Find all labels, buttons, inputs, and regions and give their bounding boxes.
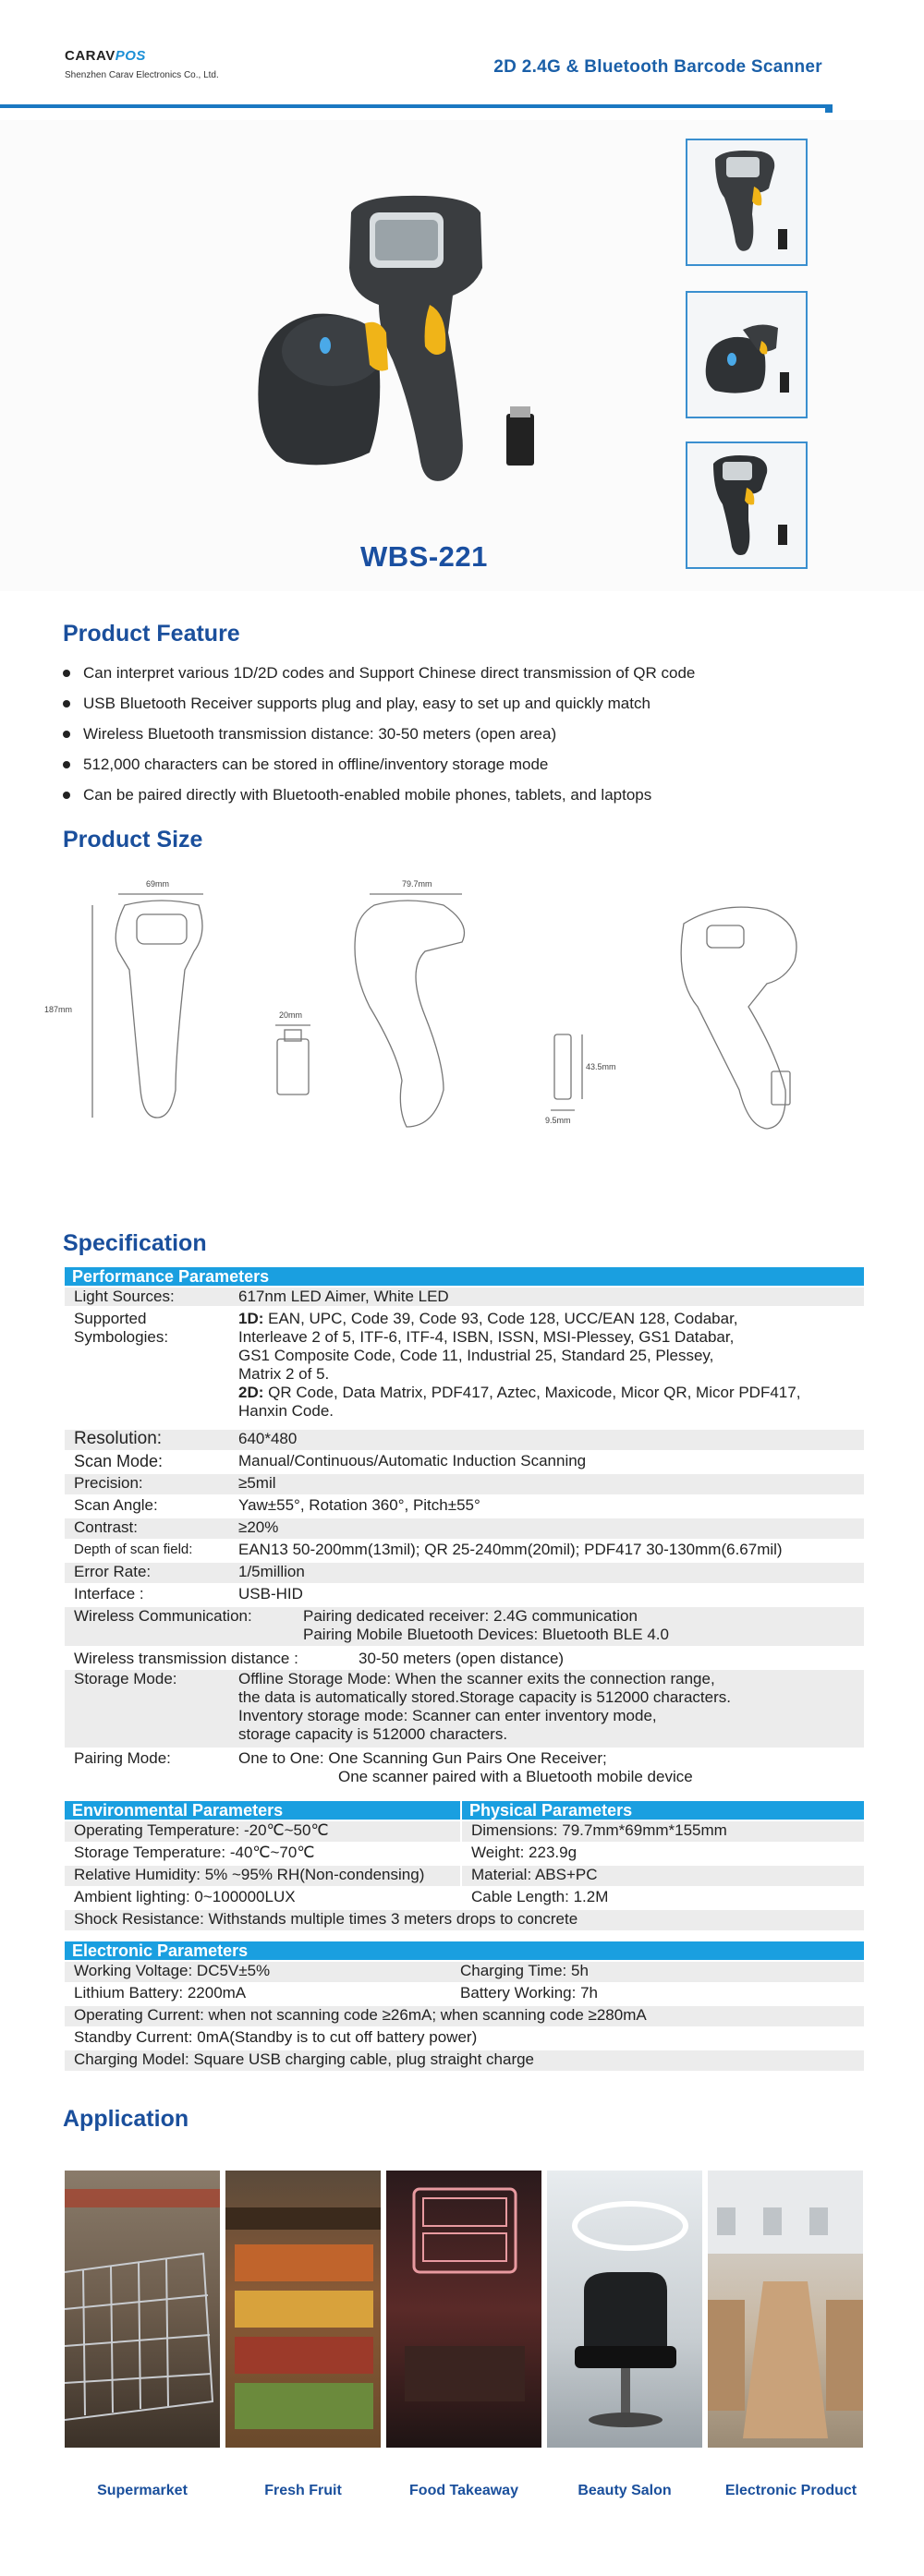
size-section-title: Product Size bbox=[63, 827, 203, 853]
angle-label: Scan Angle: bbox=[74, 1496, 158, 1514]
contrast-value: ≥20% bbox=[238, 1518, 279, 1536]
supermarket-image bbox=[65, 2171, 220, 2448]
physical-header: Physical Parameters bbox=[462, 1801, 864, 1820]
storage-value bbox=[238, 1670, 731, 1744]
logo-suffix: POS bbox=[115, 48, 146, 64]
dim-receiver-thickness: 9.5mm bbox=[545, 1116, 571, 1125]
storage-value-2: the data is automatically stored.Storage capacity is 512000 characters. bbox=[238, 1688, 731, 1706]
status-light-icon bbox=[320, 337, 331, 354]
table-row bbox=[462, 1821, 864, 1842]
wireless-value bbox=[303, 1607, 669, 1644]
symb-1d-line1: EAN, UPC, Code 39, Code 93, Code 128, UCC/EAN 128, Codabar, bbox=[263, 1310, 738, 1327]
fresh-fruit-image bbox=[225, 2171, 381, 2448]
application-label-electronic-product: Electronic Product bbox=[724, 2483, 857, 2498]
bullet-icon bbox=[63, 700, 70, 707]
table-row bbox=[65, 1563, 864, 1583]
logo bbox=[65, 48, 146, 64]
symb-2d-line2: Hanxin Code. bbox=[238, 1402, 334, 1420]
logo-brand: CARAV bbox=[65, 48, 116, 64]
food-takeaway-image bbox=[386, 2171, 541, 2448]
table-row bbox=[65, 1821, 460, 1842]
application-label-beauty-salon: Beauty Salon bbox=[578, 2483, 672, 2498]
usb-dongle-icon bbox=[506, 414, 534, 466]
pairing-value-2: One scanner paired with a Bluetooth mobile device bbox=[338, 1768, 693, 1785]
bullet-icon bbox=[63, 761, 70, 768]
page-header bbox=[0, 0, 924, 120]
feature-text: Can interpret various 1D/2D codes and Support Chinese direct transmission of QR code bbox=[83, 664, 696, 682]
symbologies-value bbox=[238, 1310, 857, 1421]
environmental-header: Environmental Parameters bbox=[65, 1801, 460, 1820]
symbologies-label-2: Symbologies: bbox=[74, 1328, 169, 1346]
list-item bbox=[63, 749, 876, 780]
dim-width: 69mm bbox=[146, 879, 170, 889]
elec-standby: Standby Current: 0mA(Standby is to cut off battery power) bbox=[74, 2028, 478, 2046]
symb-1d-prefix: 1D: bbox=[238, 1310, 264, 1327]
fruit-stall-icon bbox=[225, 2171, 381, 2448]
table-row bbox=[65, 1496, 864, 1517]
distance-value: 30-50 meters (open distance) bbox=[359, 1650, 565, 1667]
table-row bbox=[65, 2050, 864, 2071]
table-row bbox=[462, 1844, 864, 1864]
env-st-temp: Storage Temperature: -40℃~70℃ bbox=[74, 1844, 315, 1861]
table-row bbox=[65, 1585, 864, 1605]
table-row bbox=[65, 1984, 864, 2004]
list-item bbox=[63, 658, 876, 688]
error-value: 1/5million bbox=[238, 1563, 305, 1580]
table-row bbox=[65, 1910, 864, 1930]
cradle-thumbnail-icon bbox=[687, 293, 806, 417]
table-row bbox=[65, 2028, 864, 2049]
env-shock: Shock Resistance: Withstands multiple times 3 meters drops to concrete bbox=[74, 1910, 578, 1928]
pairing-label: Pairing Mode: bbox=[74, 1749, 171, 1767]
env-op-temp: Operating Temperature: -20℃~50℃ bbox=[74, 1821, 329, 1839]
feature-list bbox=[63, 658, 876, 810]
dim-depth: 79.7mm bbox=[402, 879, 432, 889]
bullet-icon bbox=[63, 792, 70, 799]
precision-value: ≥5mil bbox=[238, 1474, 276, 1492]
env-light: Ambient lighting: 0~100000LUX bbox=[74, 1888, 296, 1905]
scanmode-value: Manual/Continuous/Automatic Induction Scanning bbox=[238, 1452, 587, 1469]
light-label: Light Sources: bbox=[74, 1288, 175, 1305]
interface-label: Interface : bbox=[74, 1585, 144, 1602]
symb-2d-line1: QR Code, Data Matrix, PDF417, Aztec, Maxicode, Micor QR, Micor PDF417, bbox=[263, 1384, 801, 1401]
thumbnail-3[interactable] bbox=[686, 441, 808, 569]
storage-label: Storage Mode: bbox=[74, 1670, 177, 1687]
wireless-value-2: Pairing Mobile Bluetooth Devices: Bluetooth BLE 4.0 bbox=[303, 1626, 669, 1643]
angle-value: Yaw±55°, Rotation 360°, Pitch±55° bbox=[238, 1496, 480, 1514]
phys-weight: Weight: 223.9g bbox=[471, 1844, 578, 1861]
elec-battery-work: Battery Working: 7h bbox=[460, 1984, 598, 2002]
list-item bbox=[63, 719, 876, 749]
wireless-value-1: Pairing dedicated receiver: 2.4G communication bbox=[303, 1607, 638, 1625]
depth-label: Depth of scan field: bbox=[74, 1542, 193, 1557]
light-value: 617nm LED Aimer, White LED bbox=[238, 1288, 449, 1305]
table-row bbox=[65, 1518, 864, 1539]
elec-current: Operating Current: when not scanning code ≥26mA; when scanning code ≥280mA bbox=[74, 2006, 647, 2024]
table-row bbox=[462, 1866, 864, 1886]
feature-text: Can be paired directly with Bluetooth-enabled mobile phones, tablets, and laptops bbox=[83, 786, 652, 804]
list-item bbox=[63, 780, 876, 810]
scanner-side-thumbnail-icon bbox=[687, 443, 806, 567]
table-row bbox=[65, 1310, 864, 1428]
storage-value-1: Offline Storage Mode: When the scanner exits the connection range, bbox=[238, 1670, 715, 1687]
bullet-icon bbox=[63, 670, 70, 677]
list-item bbox=[63, 688, 876, 719]
shopping-cart-icon bbox=[65, 2171, 220, 2448]
table-row bbox=[462, 1888, 864, 1908]
dim-receiver-width: 20mm bbox=[279, 1010, 303, 1020]
table-row bbox=[65, 2006, 864, 2026]
application-label-fresh-fruit: Fresh Fruit bbox=[264, 2483, 342, 2498]
dim-receiver-height: 43.5mm bbox=[586, 1062, 616, 1071]
table-row bbox=[65, 1650, 864, 1670]
table-row bbox=[65, 1474, 864, 1494]
symb-1d-line3: GS1 Composite Code, Code 11, Industrial 25, Standard 25, Plessey, bbox=[238, 1347, 714, 1364]
table-row bbox=[65, 1288, 864, 1306]
symb-2d-prefix: 2D: bbox=[238, 1384, 264, 1401]
table-row bbox=[65, 1607, 864, 1646]
main-product-image bbox=[240, 175, 554, 517]
application-label-supermarket: Supermarket bbox=[97, 2483, 188, 2498]
dimension-drawing-icon bbox=[37, 868, 887, 1164]
performance-header: Performance Parameters bbox=[65, 1267, 864, 1286]
application-section-title: Application bbox=[63, 2106, 189, 2132]
header-divider bbox=[0, 104, 832, 108]
feature-text: Wireless Bluetooth transmission distance: 30-50 meters (open area) bbox=[83, 725, 557, 743]
pairing-value-1: One to One: One Scanning Gun Pairs One Receiver; bbox=[238, 1749, 607, 1767]
header-divider-end bbox=[825, 104, 833, 113]
resolution-value: 640*480 bbox=[238, 1430, 298, 1447]
interface-value: USB-HID bbox=[238, 1585, 303, 1602]
storage-value-4: storage capacity is 512000 characters. bbox=[238, 1725, 508, 1743]
feature-section-title: Product Feature bbox=[63, 621, 240, 647]
spec-section-title: Specification bbox=[63, 1230, 207, 1256]
table-row bbox=[65, 1430, 864, 1450]
table-row bbox=[65, 1844, 460, 1864]
thumbnail-2[interactable] bbox=[686, 291, 808, 418]
feature-text: USB Bluetooth Receiver supports plug and play, easy to set up and quickly match bbox=[83, 695, 650, 712]
phys-dim: Dimensions: 79.7mm*69mm*155mm bbox=[471, 1821, 727, 1839]
store-tables-icon bbox=[708, 2171, 863, 2448]
dim-height: 187mm bbox=[44, 1005, 73, 1014]
electronic-header: Electronic Parameters bbox=[65, 1941, 864, 1960]
model-name: WBS-221 bbox=[360, 540, 488, 573]
size-drawings bbox=[37, 868, 887, 1164]
error-label: Error Rate: bbox=[74, 1563, 152, 1580]
storage-value-3: Inventory storage mode: Scanner can enter inventory mode, bbox=[238, 1707, 657, 1724]
phys-material: Material: ABS+PC bbox=[471, 1866, 598, 1883]
beauty-salon-image bbox=[547, 2171, 702, 2448]
thumbnail-1[interactable] bbox=[686, 139, 808, 266]
application-label-food-takeaway: Food Takeaway bbox=[409, 2483, 518, 2498]
distance-label: Wireless transmission distance : bbox=[74, 1650, 298, 1667]
page-title: 2D 2.4G & Bluetooth Barcode Scanner bbox=[493, 57, 822, 77]
table-row bbox=[65, 1749, 864, 1788]
elec-charge-time: Charging Time: 5h bbox=[460, 1962, 589, 1979]
elec-voltage: Working Voltage: DC5V±5% bbox=[74, 1962, 271, 1979]
table-row bbox=[65, 1866, 460, 1886]
scanmode-label: Scan Mode: bbox=[74, 1452, 164, 1470]
salon-chair-icon bbox=[547, 2171, 702, 2448]
table-row bbox=[65, 1452, 864, 1472]
elec-charging: Charging Model: Square USB charging cable, plug straight charge bbox=[74, 2050, 535, 2068]
wireless-label: Wireless Communication: bbox=[74, 1607, 252, 1625]
table-row bbox=[65, 1888, 460, 1908]
symb-1d-line2: Interleave 2 of 5, ITF-6, ITF-4, ISBN, ISSN, MSI-Plessey, GS1 Databar, bbox=[238, 1328, 735, 1346]
table-row bbox=[65, 1670, 864, 1748]
scanner-thumbnail-icon bbox=[687, 140, 806, 264]
table-row bbox=[65, 1962, 864, 1982]
bullet-icon bbox=[63, 731, 70, 738]
symb-1d-line4: Matrix 2 of 5. bbox=[238, 1365, 330, 1383]
electronic-product-image bbox=[708, 2171, 863, 2448]
resolution-label: Resolution: bbox=[74, 1429, 163, 1448]
elec-battery: Lithium Battery: 2200mA bbox=[74, 1984, 247, 2002]
contrast-label: Contrast: bbox=[74, 1518, 138, 1536]
company-name: Shenzhen Carav Electronics Co., Ltd. bbox=[65, 70, 219, 80]
feature-text: 512,000 characters can be stored in offline/inventory storage mode bbox=[83, 756, 549, 773]
env-humidity: Relative Humidity: 5% ~95% RH(Non-condensing) bbox=[74, 1866, 425, 1883]
table-row bbox=[65, 1541, 864, 1561]
symbologies-label-1: Supported bbox=[74, 1310, 147, 1327]
precision-label: Precision: bbox=[74, 1474, 143, 1492]
depth-value: EAN13 50-200mm(13mil); QR 25-240mm(20mil); PDF417 30-130mm(6.67mil) bbox=[238, 1541, 783, 1558]
phys-cable: Cable Length: 1.2M bbox=[471, 1888, 609, 1905]
pairing-value bbox=[238, 1749, 693, 1786]
neon-sign-icon bbox=[386, 2171, 541, 2448]
